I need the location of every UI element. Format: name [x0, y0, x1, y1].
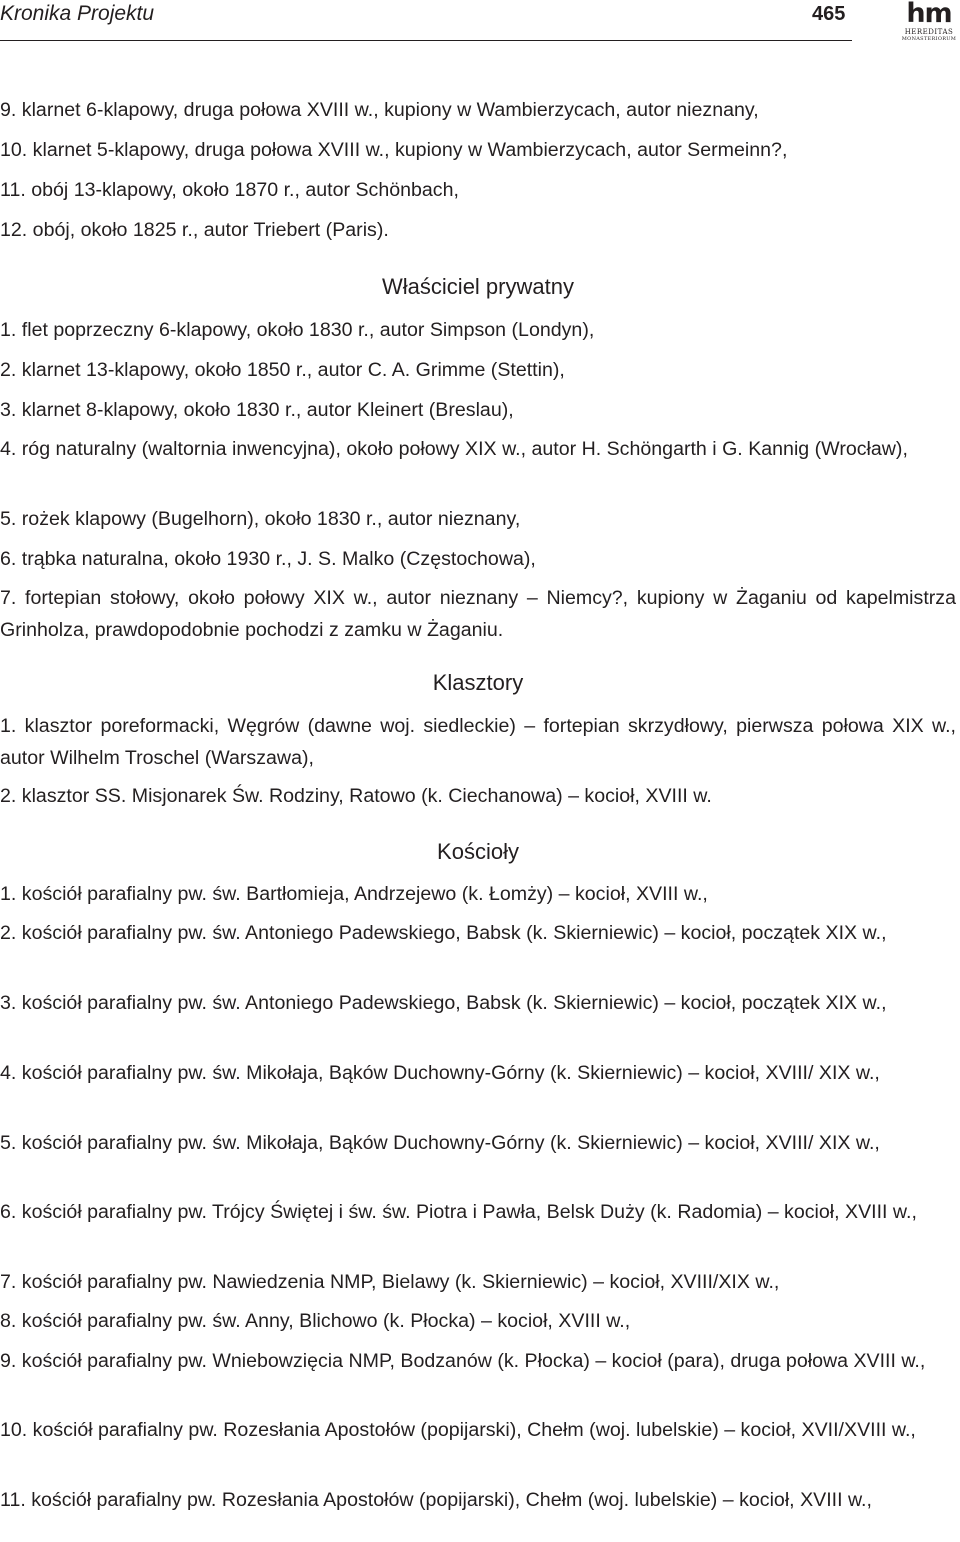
- list-item: 11. obój 13-klapowy, około 1870 r., autor Schönbach,: [0, 179, 459, 201]
- running-title: Kronika Projektu: [0, 2, 155, 25]
- list-item: 6. kościół parafialny pw. Trójcy Świętej i św. św. Piotra i Pawła, Belsk Duży (k. Radomia) – kocioł, XVIII w.,: [0, 1201, 917, 1223]
- list-item: 1. klasztor poreformacki, Węgrów (dawne woj. siedleckie) – fortepian skrzydłowy, pierwsza połowa XIX w., autor Wilhelm Troschel (Warszawa),: [0, 715, 956, 769]
- list-item: 1. flet poprzeczny 6-klapowy, około 1830 r., autor Simpson (Londyn),: [0, 319, 595, 341]
- page-number: 465: [812, 3, 846, 25]
- list-item: 11. kościół parafialny pw. Rozesłania Apostołów (popijarski), Chełm (woj. lubelskie) – kocioł, XVIII w.,: [0, 1489, 872, 1511]
- list-item: 8. kościół parafialny pw. św. Anny, Blichowo (k. Płocka) – kocioł, XVIII w.,: [0, 1310, 631, 1332]
- list-item: 9. klarnet 6-klapowy, druga połowa XVIII w., kupiony w Wambierzycach, autor nieznany,: [0, 99, 759, 121]
- list-item: 5. rożek klapowy (Bugelhorn), około 1830 r., autor nieznany,: [0, 508, 521, 530]
- list-item: 4. róg naturalny (waltornia inwencyjna), około połowy XIX w., autor H. Schöngarth i G. Kannig (Wrocław),: [0, 438, 908, 460]
- list-item: 5. kościół parafialny pw. św. Mikołaja, Bąków Duchowny-Górny (k. Skierniewic) – kocioł, XVIII/ XIX w.,: [0, 1132, 880, 1154]
- list-item: 7. kościół parafialny pw. Nawiedzenia NMP, Bielawy (k. Skierniewic) – kocioł, XVIII/XIX w.,: [0, 1271, 780, 1293]
- list-item: 6. trąbka naturalna, około 1930 r., J. S. Malko (Częstochowa),: [0, 548, 536, 570]
- list-item: 2. klasztor SS. Misjonarek Św. Rodziny, Ratowo (k. Ciechanowa) – kocioł, XVIII w.: [0, 785, 712, 807]
- list-item: 2. klarnet 13-klapowy, około 1850 r., autor C. A. Grimme (Stettin),: [0, 359, 565, 381]
- list-item: 12. obój, około 1825 r., autor Triebert (Paris).: [0, 219, 389, 241]
- list-item: 2. kościół parafialny pw. św. Antoniego Padewskiego, Babsk (k. Skierniewic) – kocioł, początek XIX w.,: [0, 922, 887, 944]
- list-item: 4. kościół parafialny pw. św. Mikołaja, Bąków Duchowny-Górny (k. Skierniewic) – kocioł, XVIII/ XIX w.,: [0, 1062, 880, 1084]
- header-rule: [0, 40, 852, 41]
- section-heading-private-owner: Właściciel prywatny: [382, 274, 574, 299]
- list-item: 7. fortepian stołowy, około połowy XIX w., autor nieznany – Niemcy?, kupiony w Żaganiu od kapelmistrza Grinholza, prawdopodobnie pochodzi z zamku w Żaganiu.: [0, 587, 956, 641]
- list-item: 3. kościół parafialny pw. św. Antoniego Padewskiego, Babsk (k. Skierniewic) – kocioł, początek XIX w.,: [0, 992, 887, 1014]
- hereditas-monasteriorum-logo: [900, 2, 958, 42]
- list-item: 9. kościół parafialny pw. Wniebowzięcia NMP, Bodzanów (k. Płocka) – kocioł (para), druga połowa XVIII w.,: [0, 1350, 926, 1372]
- list-item: 10. klarnet 5-klapowy, druga połowa XVIII w., kupiony w Wambierzycach, autor Sermeinn?,: [0, 139, 788, 161]
- list-item: 10. kościół parafialny pw. Rozesłania Apostołów (popijarski), Chełm (woj. lubelskie) – kocioł, XVII/XVIII w.,: [0, 1419, 916, 1441]
- section-heading-monasteries: Klasztory: [432, 670, 524, 695]
- page-header: [0, 0, 960, 46]
- logo-mark: hm: [906, 0, 952, 29]
- list-item: 3. klarnet 8-klapowy, około 1830 r., autor Kleinert (Breslau),: [0, 399, 514, 421]
- logo-line-1: HEREDITAS: [904, 28, 954, 36]
- logo-line-2: MONASTERIORUM: [901, 36, 957, 42]
- section-heading-churches: Kościoły: [437, 839, 519, 864]
- list-item: 1. kościół parafialny pw. św. Bartłomieja, Andrzejewo (k. Łomży) – kocioł, XVIII w.,: [0, 883, 708, 905]
